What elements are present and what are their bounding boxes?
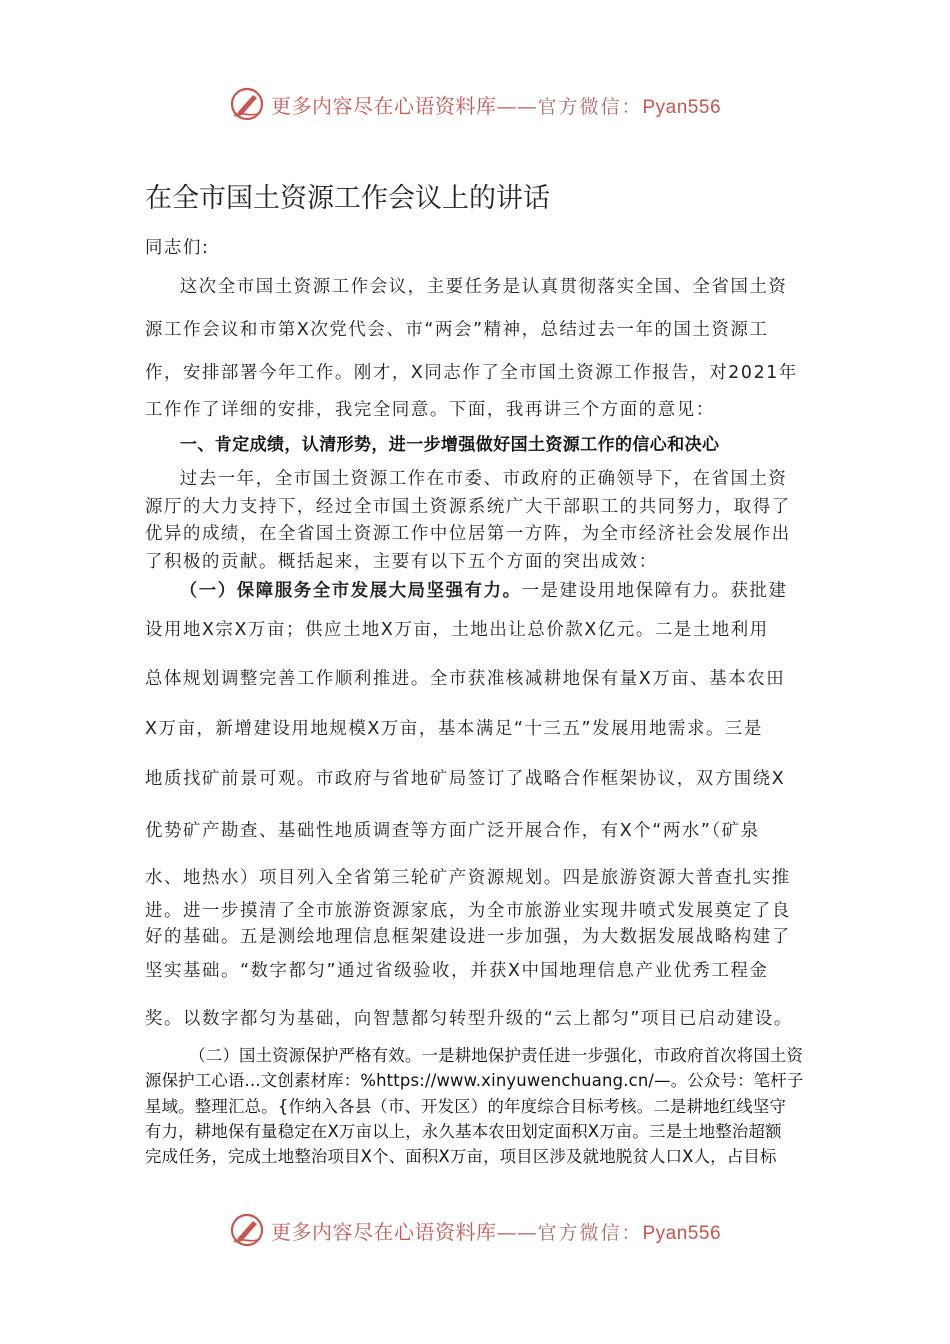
paragraph-line: 地质找矿前景可观。市政府与省地矿局签订了战略合作框架协议，双方围绕X [145,769,786,789]
paragraph-line: 奖。以数字都匀为基础，向智慧都匀转型升级的“云上都匀”项目已启动建设。 [145,1009,793,1029]
paragraph-line: 这次全市国土资源工作会议，主要任务是认真贯彻落实全国、全省国土资 [179,277,788,297]
paragraph-line: 星域。整理汇总。{作纳入各县（市、开发区）的年度综合目标考核。二是耕地红线坚守 [145,1096,787,1116]
paragraph-line [145,576,805,606]
intro-paragraph [145,266,805,425]
paragraph-line: 优异的成绩，在全省国土资源工作中位居第一方阵，为全市经济社会发展作出 [145,524,791,544]
section-one-paragraph [145,576,805,1046]
paragraph-line: 进。进一步摸清了全市旅游资源家底，为全市旅游业实现井喷式发展奠定了良 [145,901,791,921]
greeting: 同志们: [145,238,210,258]
banner-text: 更多内容尽在心语资料库——官方微信：Pyan556 [270,93,722,118]
paragraph-text: 一是建设用地保障有力。获批建 [521,581,788,601]
footer-banner [0,1208,950,1252]
paragraph-line: 水、地热水）项目列入全省第三轮矿产资源规划。四是旅游资源大普查扎实推 [145,868,791,888]
pen-circle-logo-icon [229,86,265,122]
paragraph-line: 源保护工心语...文创素材库：%https://www.xinyuwenchuang.cn/—。公众号：笔杆子 [145,1071,804,1091]
paragraph-line: 工作作了详细的安排，我完全同意。下面，我再讲三个方面的意见： [145,400,715,420]
paragraph-line: 优势矿产勘查、基础性地质调查等方面广泛开展合作，有X个“两水”（矿泉 [145,821,760,841]
paragraph-line: 过去一年，全市国土资源工作在市委、市政府的正确领导下，在省国土资 [179,469,788,489]
paragraph-line: 有力，耕地保有量稳定在X万亩以上，永久基本农田划定面积X万亩。三是土地整治超额 [145,1121,782,1141]
paragraph-line: （二）国土资源保护严格有效。一是耕地保护责任进一步强化，市政府首次将国土资 [189,1046,804,1065]
paragraph-line: 好的基础。五是测绘地理信息框架建设进一步加强，为大数据发展战略构建了 [145,927,791,947]
paragraph-line: 作，安排部署今年工作。刚才，X同志作了全市国土资源工作报告，对2021年 [145,363,798,383]
paragraph-line: 坚实基础。“数字都匀”通过省级验收，并获X中国地理信息产业优秀工程金 [145,961,769,981]
achievements-paragraph [145,466,805,576]
banner-text: 更多内容尽在心语资料库——官方微信：Pyan556 [270,1219,722,1244]
paragraph-line: 总体规划调整完善工作顺利推进。全市获准核减耕地保有量X万亩、基本农田 [145,669,786,689]
paragraph-line: X万亩，新增建设用地规模X万亩，基本满足“十三五”发展用地需求。三是 [145,719,763,739]
paragraph-line: 源工作会议和市第X次党代会、市“两会”精神，总结过去一年的国土资源工 [145,320,769,340]
pen-circle-logo-icon [229,1212,265,1248]
subsection-heading: （一）保障服务全市发展大局坚强有力。 [179,581,522,601]
header-banner [0,82,950,126]
paragraph-line: 设用地X宗X万亩；供应土地X万亩，土地出让总价款X亿元。二是土地利用 [145,620,769,640]
section-heading-1: 一、肯定成绩，认清形势，进一步增强做好国土资源工作的信心和决心 [180,435,720,455]
paragraph-line: 源厅的大力支持下，经过全市国土资源系统广大干部职工的共同努力，取得了 [145,496,791,517]
paragraph-line: 完成任务，完成土地整治项目X个、面积X万亩，项目区涉及就地脱贫人口X人，占目标 [145,1147,777,1167]
section-two-paragraph [145,1043,805,1169]
paragraph-line: 了积极的贡献。概括起来，主要有以下五个方面的突出成效： [145,551,658,572]
document-title: 在全市国土资源工作会议上的讲话 [145,183,550,214]
